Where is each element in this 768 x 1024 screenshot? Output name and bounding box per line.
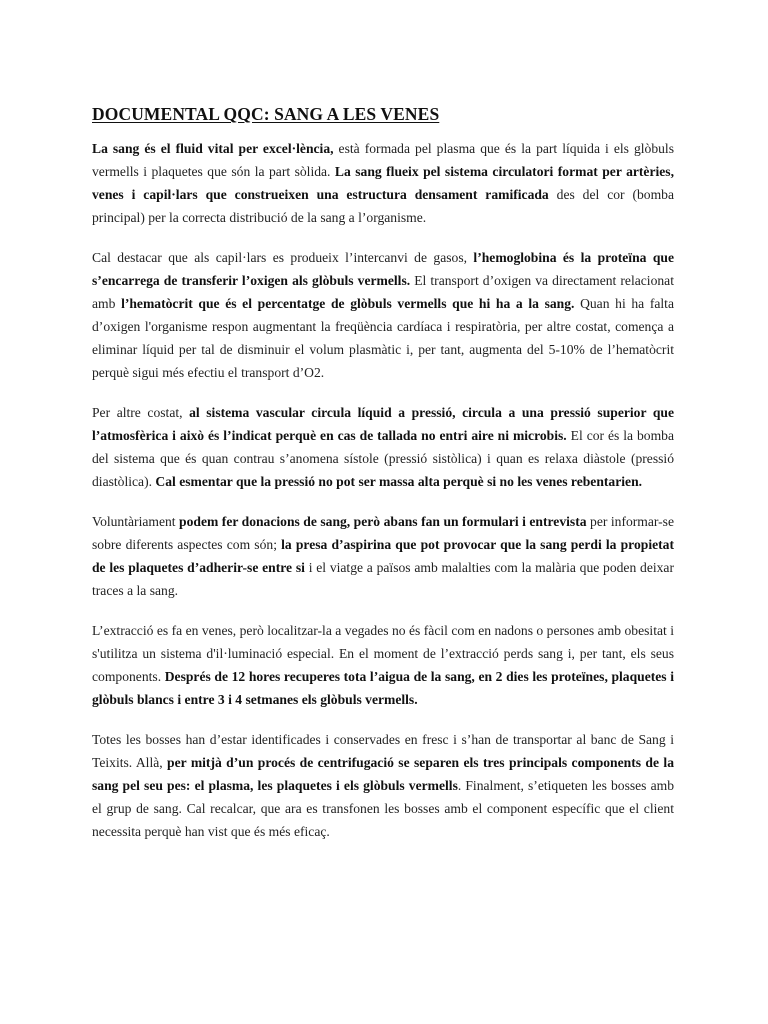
text-segment-bold: Després de 12 hores recuperes tota l’aigua de la sang, en 2 dies les proteïnes, plaquetes i glòbuls blancs i entre 3 i 4 setmanes els glòbuls vermells. <box>92 669 674 707</box>
text-segment: des del cor (bomba principal) per la correcta distribució de la sang a l’organisme. <box>92 187 674 225</box>
text-segment: Totes les bosses han d’estar identificades i conservades en fresc i s’han de transportar al banc de Sang i Teixits. Allà, <box>92 732 674 770</box>
text-segment: Per altre costat, <box>92 405 190 420</box>
paragraph-3 <box>92 401 674 493</box>
paragraph-5 <box>92 619 674 711</box>
text-segment-bold: podem fer donacions de sang, però abans fan un formulari i entrevista <box>179 514 587 529</box>
text-segment-bold: l’hemoglobina és la proteïna que s’encarrega de transferir l’oxigen als glòbuls vermells. <box>92 250 674 288</box>
text-segment: L’extracció es fa en venes, però localitzar-la a vegades no és fàcil com en nadons o persones amb obesitat i s'utilitza un sistema d'il·luminació especial. En el moment de l’extracció perds sang i, per tant, els seus components. <box>92 623 674 684</box>
paragraph-2 <box>92 246 674 384</box>
document-title: DOCUMENTAL QQC: SANG A LES VENES <box>92 104 440 124</box>
text-segment-bold: Cal esmentar que la pressió no pot ser massa alta perquè si no les venes rebentarien. <box>155 474 643 489</box>
paragraph-4 <box>92 510 674 602</box>
text-segment: està formada pel plasma que és la part líquida i els glòbuls vermells i plaquetes que són la part sòlida. <box>92 141 674 179</box>
text-segment-bold: per mitjà d’un procés de centrifugació se separen els tres principals components de la sang pel seu pes: el plasma, les plaquetes i els glòbuls vermells <box>92 755 674 793</box>
paragraph-1 <box>92 137 674 229</box>
text-segment: i el viatge a països amb malalties com la malària que poden deixar traces a la sang. <box>92 560 674 598</box>
text-segment-bold: La sang flueix pel sistema circulatori format per artèries, venes i capil·lars que construeixen una estructura densament ramificada <box>92 164 674 202</box>
paragraph-6 <box>92 728 674 843</box>
text-segment: . Finalment, s’etiqueten les bosses amb el grup de sang. Cal recalcar, que ara es transfonen les bosses amb el component específic que el client necessita perquè han vist que és més eficaç. <box>92 778 674 839</box>
text-segment-bold: al sistema vascular circula líquid a pressió, circula a una pressió superior que l’atmosfèrica i això és l’indicat perquè en cas de tallada no entri aire ni microbis. <box>92 405 674 443</box>
text-segment: El transport d’oxigen va directament relacionat amb <box>92 273 674 311</box>
text-segment-bold: La sang és el fluid vital per excel·lència, <box>92 141 334 156</box>
text-segment-bold: la presa d’aspirina que pot provocar que la sang perdi la propietat de les plaquetes d’adherir-se entre si <box>92 537 674 575</box>
text-segment-bold: l’hematòcrit que és el percentatge de glòbuls vermells que hi ha a la sang. <box>121 296 575 311</box>
text-segment: Voluntàriament <box>92 514 180 529</box>
document-page <box>92 104 674 860</box>
text-segment: Cal destacar que als capil·lars es produeix l’intercanvi de gasos, <box>92 250 474 265</box>
text-segment: Quan hi ha falta d’oxigen l'organisme respon augmentant la freqüència cardíaca i respiratòria, per altre costat, comença a eliminar líquid per tal de disminuir el volum plasmàtic i, per tant, augmenta del 5-10% de l’hematòcrit perquè sigui més efectiu el transport d’O2. <box>92 296 674 380</box>
text-segment: per informar-se sobre diferents aspectes com són; <box>92 514 675 552</box>
text-segment: El cor és la bomba del sistema que és quan contrau s’anomena sístole (pressió sistòlica) i quan es relaxa diàstole (pressió diastòlica). <box>92 428 675 489</box>
